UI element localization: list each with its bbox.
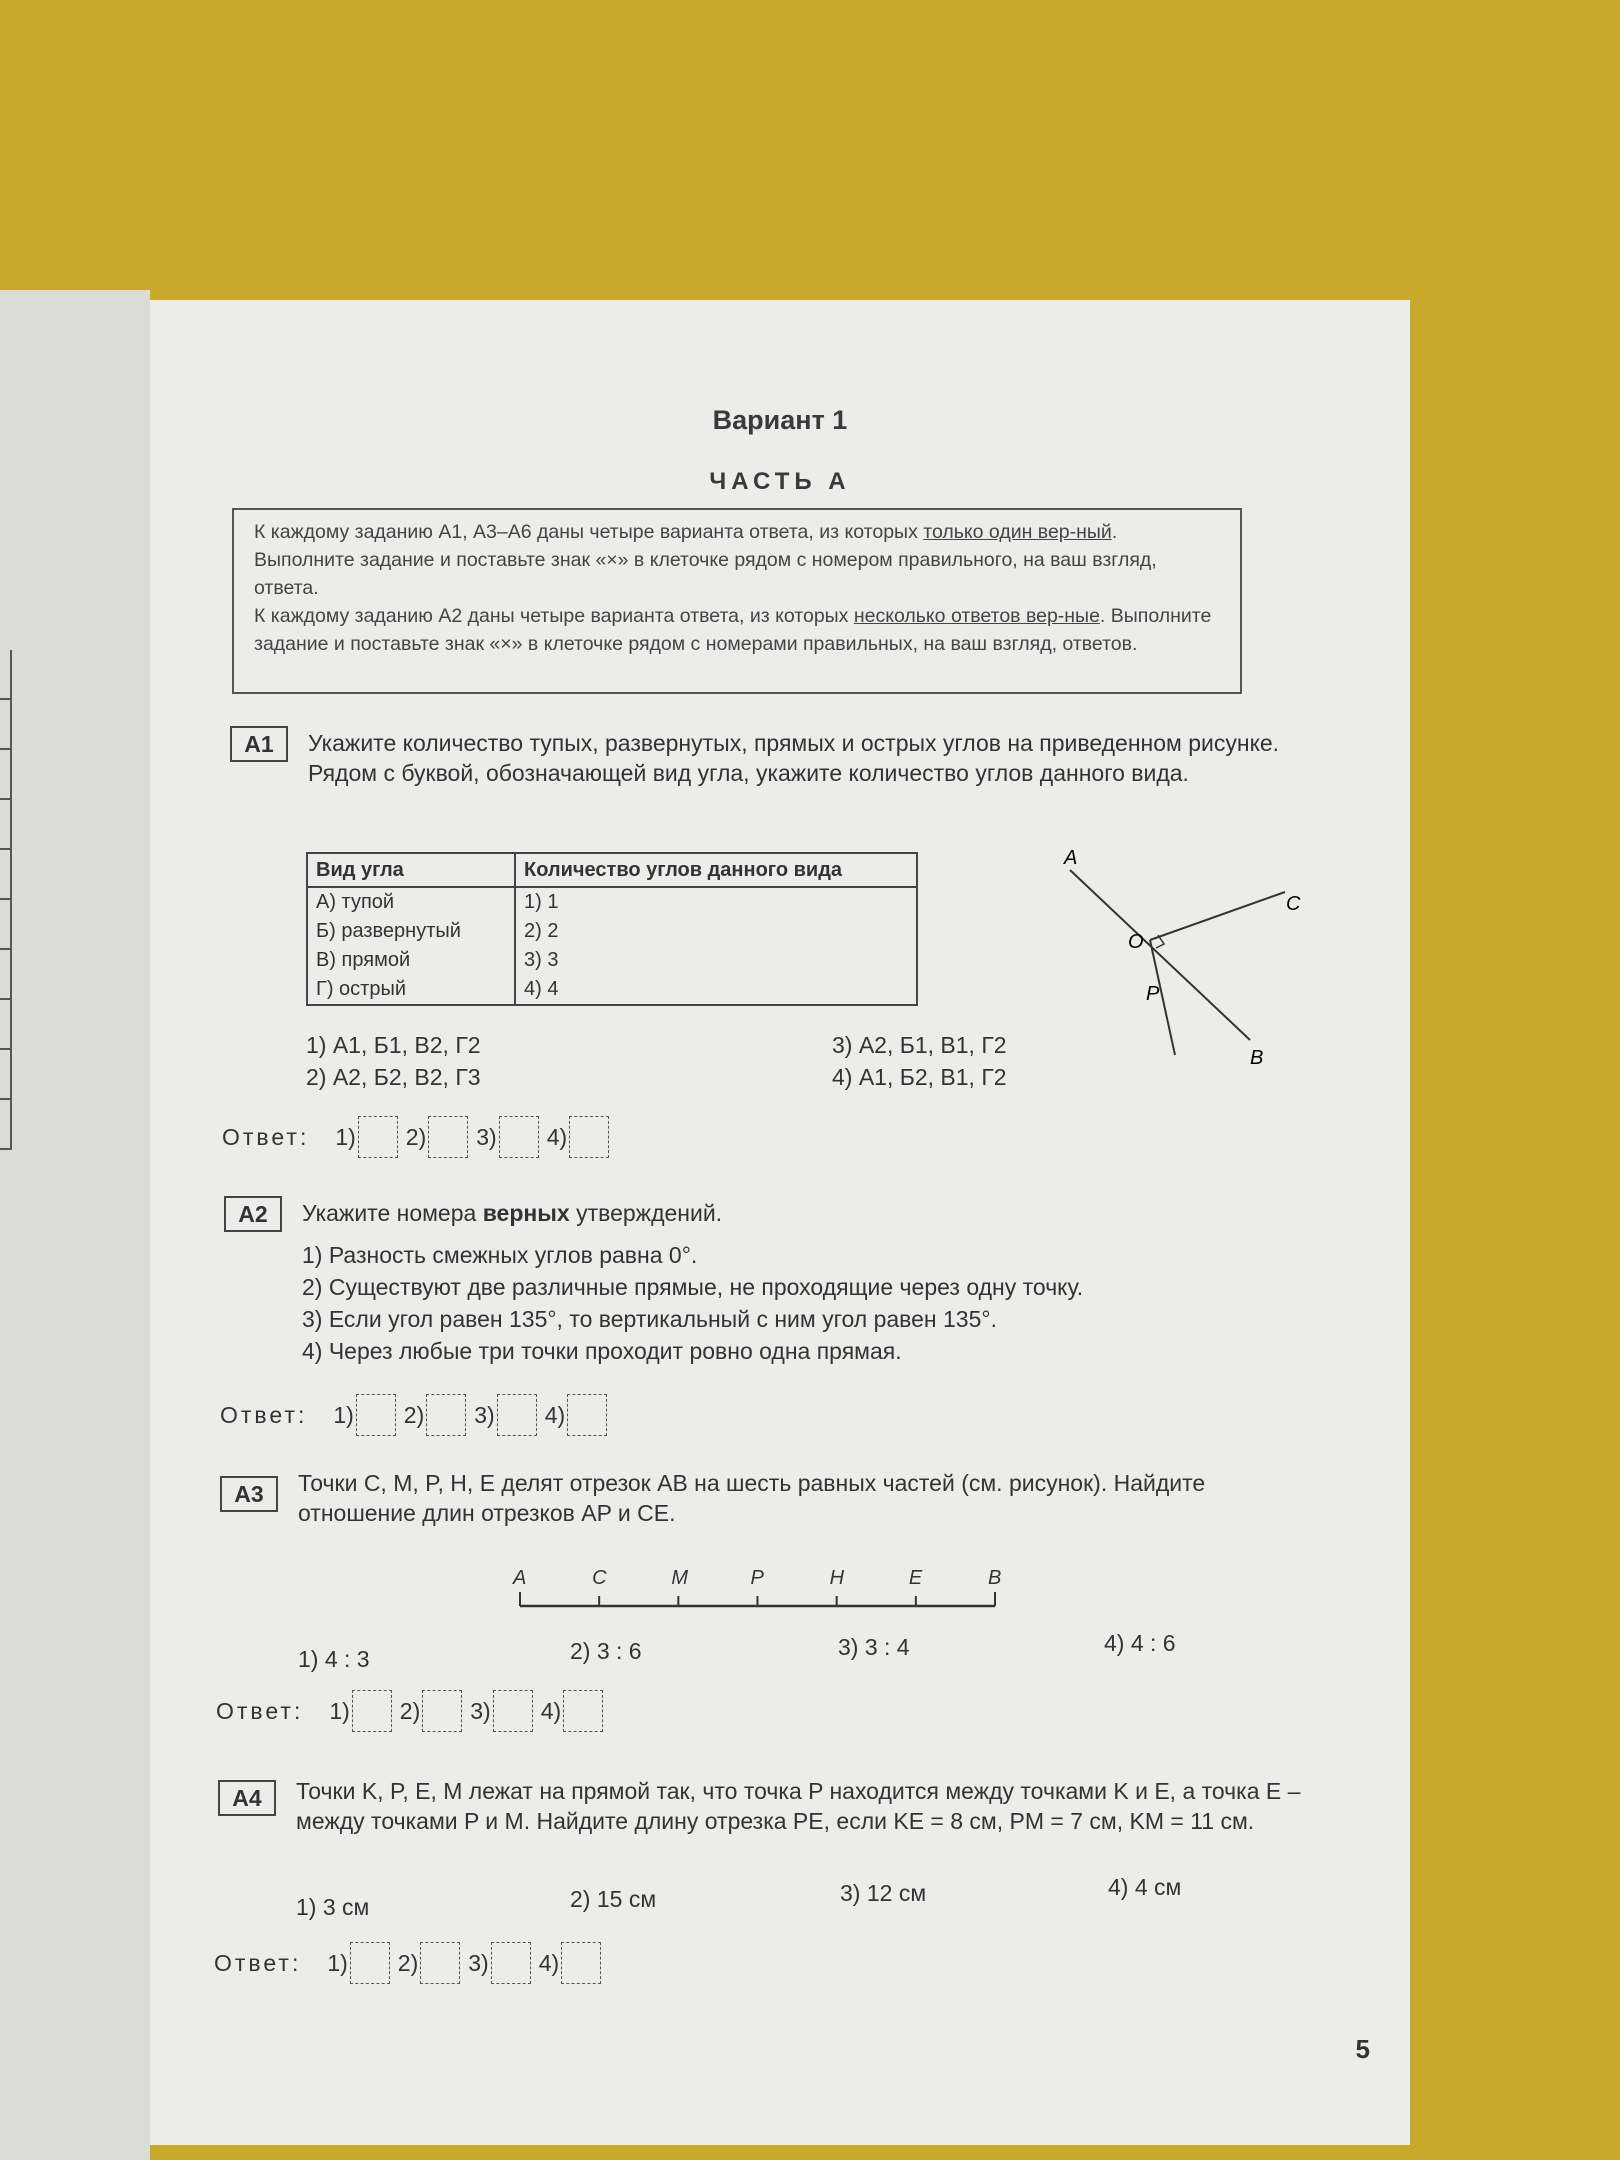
fig-label: C bbox=[1286, 893, 1301, 915]
segment-point-label: E bbox=[908, 1567, 923, 1589]
answer-label: Ответ: bbox=[214, 1949, 302, 1976]
box-label: 2) bbox=[397, 1949, 419, 1976]
answer-checkbox[interactable] bbox=[497, 1394, 537, 1436]
a2-text-part: утверждений. bbox=[569, 1200, 723, 1226]
task-a1-tag: А1 bbox=[230, 726, 288, 762]
box-label: 4) bbox=[544, 1401, 566, 1428]
segment-point-label: H bbox=[829, 1567, 845, 1589]
table-cell: 3) 3 bbox=[515, 946, 917, 975]
box-label: 4) bbox=[540, 1697, 562, 1724]
fig-label: O bbox=[1128, 931, 1144, 953]
answer-checkbox[interactable] bbox=[493, 1690, 533, 1732]
answer-checkbox[interactable] bbox=[569, 1116, 609, 1158]
a4-option: 3) 12 см bbox=[840, 1880, 927, 1906]
task-a1-text: Укажите количество тупых, развернутых, прямых и острых углов на приведенном рисунке. Рядом с буквой, обозначающей вид угла, укажите количество углов данного вида. bbox=[308, 730, 1280, 786]
segment-point-label: M bbox=[671, 1567, 689, 1589]
answer-checkbox[interactable] bbox=[567, 1394, 607, 1436]
instr-underline: несколько ответов вер-ные bbox=[853, 605, 1100, 627]
instr-underline: только один вер-ный bbox=[923, 521, 1112, 543]
a4-answer-row bbox=[214, 1940, 609, 1986]
answer-label: Ответ: bbox=[216, 1697, 304, 1724]
a3-answer-row bbox=[216, 1688, 611, 1734]
left-page-grid bbox=[0, 650, 12, 1150]
task-a4-text: Точки K, P, E, M лежат на прямой так, что точка P находится между точками K и E, а точка E – между точками P и M. Найдите длину отрезка PE, если KE = 8 см, PM = 7 см, KM = 11 см. bbox=[296, 1778, 1301, 1834]
answer-checkbox[interactable] bbox=[563, 1690, 603, 1732]
table-cell: 4) 4 bbox=[515, 975, 917, 1005]
answer-checkbox[interactable] bbox=[358, 1116, 398, 1158]
angle-table bbox=[306, 852, 918, 1006]
box-label: 1) bbox=[327, 1949, 348, 1976]
fig-label: A bbox=[1064, 847, 1078, 869]
table-cell: А) тупой bbox=[307, 887, 515, 917]
a4-option: 2) 15 см bbox=[570, 1886, 657, 1912]
table-cell: 2) 2 bbox=[515, 917, 917, 946]
a3-option: 4) 4 : 6 bbox=[1104, 1630, 1176, 1656]
segment-point-label: P bbox=[750, 1567, 764, 1589]
box-label: 1) bbox=[335, 1123, 356, 1150]
box-label: 2) bbox=[405, 1123, 427, 1150]
answer-checkbox[interactable] bbox=[356, 1394, 396, 1436]
box-label: 3) bbox=[468, 1949, 489, 1976]
fig-label: P bbox=[1146, 983, 1160, 1005]
answer-checkbox[interactable] bbox=[428, 1116, 468, 1158]
fig-label: B bbox=[1250, 1047, 1264, 1069]
table-cell: Б) развернутый bbox=[307, 917, 515, 946]
instr-text: . Выполните задание и поставьте знак «×» в клеточке рядом с номером правильного, на ваш взгляд, ответа. bbox=[254, 521, 1157, 599]
task-a2-tag: А2 bbox=[224, 1196, 282, 1232]
instructions-box bbox=[232, 508, 1242, 694]
box-label: 4) bbox=[538, 1949, 560, 1976]
answer-checkbox[interactable] bbox=[350, 1942, 390, 1984]
a2-statement: 2) Существуют две различные прямые, не проходящие через одну точку. bbox=[302, 1274, 1084, 1300]
task-a4-tag: А4 bbox=[218, 1780, 276, 1816]
segment-point-label: C bbox=[592, 1567, 607, 1589]
a3-option: 1) 4 : 3 bbox=[298, 1646, 370, 1672]
task-a3-text: Точки C, M, P, H, E делят отрезок AB на шесть равных частей (см. рисунок). Найдите отношение длин отрезков AP и CE. bbox=[298, 1470, 1206, 1526]
segment-point-label: B bbox=[988, 1567, 1002, 1589]
a2-statement: 1) Разность смежных углов равна 0°. bbox=[302, 1242, 698, 1268]
box-label: 3) bbox=[470, 1697, 491, 1724]
instr-text: К каждому заданию А2 даны четыре варианта ответа, из которых bbox=[254, 605, 854, 627]
angles-figure bbox=[1050, 840, 1310, 1070]
answer-label: Ответ: bbox=[222, 1123, 310, 1150]
instr-text: . Выполните задание и поставьте знак «×» в клеточке рядом с номерами правильных, на ваш взгляд, ответов. bbox=[254, 605, 1212, 655]
a3-option: 2) 3 : 6 bbox=[570, 1638, 642, 1664]
table-cell: Г) острый bbox=[307, 975, 515, 1005]
answer-checkbox[interactable] bbox=[561, 1942, 601, 1984]
page-number: 5 bbox=[1355, 2034, 1370, 2064]
workbook-page bbox=[150, 300, 1410, 2145]
left-page bbox=[0, 290, 150, 2160]
a2-answer-row bbox=[220, 1392, 615, 1438]
table-header: Количество углов данного вида bbox=[515, 853, 917, 887]
task-a2-text bbox=[302, 1198, 1302, 1228]
a1-option: 2) А2, Б2, В2, Г3 bbox=[306, 1064, 481, 1090]
answer-label: Ответ: bbox=[220, 1401, 308, 1428]
table-cell: 1) 1 bbox=[515, 887, 917, 917]
box-label: 3) bbox=[474, 1401, 495, 1428]
a4-option: 4) 4 см bbox=[1108, 1874, 1182, 1900]
answer-checkbox[interactable] bbox=[422, 1690, 462, 1732]
a1-answer-row bbox=[222, 1114, 617, 1160]
task-a3-tag: А3 bbox=[220, 1476, 278, 1512]
a2-statement: 3) Если угол равен 135°, то вертикальный с ним угол равен 135°. bbox=[302, 1306, 997, 1332]
a2-text-bold: верных bbox=[482, 1200, 570, 1226]
a4-option: 1) 3 см bbox=[296, 1894, 370, 1920]
answer-checkbox[interactable] bbox=[352, 1690, 392, 1732]
a1-option: 3) А2, Б1, В1, Г2 bbox=[832, 1032, 1007, 1058]
box-label: 4) bbox=[546, 1123, 568, 1150]
answer-checkbox[interactable] bbox=[499, 1116, 539, 1158]
a2-statement: 4) Через любые три точки проходит ровно одна прямая. bbox=[302, 1338, 902, 1364]
variant-title: Вариант 1 bbox=[712, 405, 848, 435]
box-label: 2) bbox=[403, 1401, 425, 1428]
box-label: 1) bbox=[329, 1697, 350, 1724]
table-header: Вид угла bbox=[307, 853, 515, 887]
box-label: 3) bbox=[476, 1123, 497, 1150]
box-label: 1) bbox=[333, 1401, 354, 1428]
a1-option: 4) А1, Б2, В1, Г2 bbox=[832, 1064, 1007, 1090]
instr-text: К каждому заданию А1, А3–А6 даны четыре варианта ответа, из которых bbox=[254, 521, 924, 543]
table-cell: В) прямой bbox=[307, 946, 515, 975]
box-label: 2) bbox=[399, 1697, 421, 1724]
part-title: ЧАСТЬ А bbox=[709, 468, 851, 495]
answer-checkbox[interactable] bbox=[426, 1394, 466, 1436]
segment-point-label: A bbox=[513, 1567, 527, 1589]
segment-figure bbox=[500, 1558, 1020, 1628]
a1-option: 1) А1, Б1, В2, Г2 bbox=[306, 1032, 481, 1058]
answer-checkbox[interactable] bbox=[420, 1942, 460, 1984]
a2-text-part: Укажите номера bbox=[302, 1200, 483, 1226]
a3-option: 3) 3 : 4 bbox=[838, 1634, 910, 1660]
answer-checkbox[interactable] bbox=[491, 1942, 531, 1984]
